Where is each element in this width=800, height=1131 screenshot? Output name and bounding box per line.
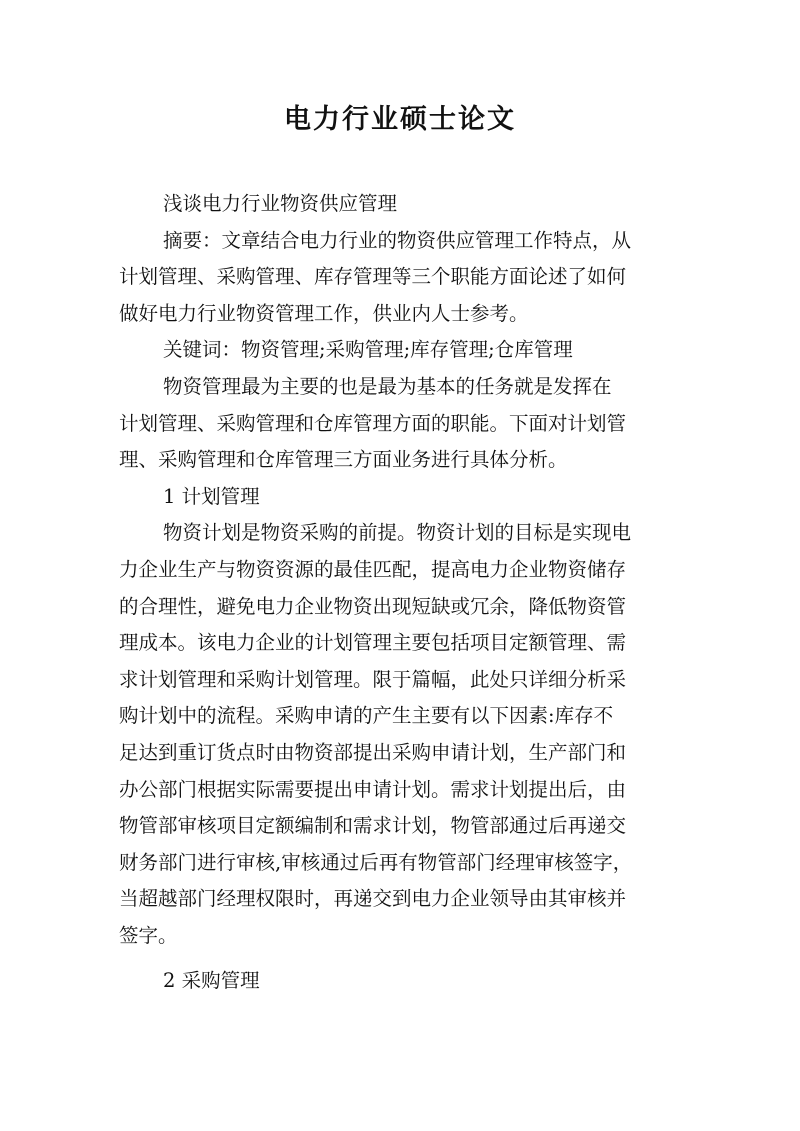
paragraph-line: 购计划中的流程。采购申请的产生主要有以下因素:库存不 — [119, 704, 614, 728]
paragraph-line: 力企业生产与物资资源的最佳匹配，提高电力企业物资储存 — [119, 557, 627, 581]
paragraph-line: 签字。 — [119, 923, 178, 947]
abstract-line: 做好电力行业物资管理工作，供业内人士参考。 — [119, 301, 529, 325]
abstract-line: 计划管理、采购管理、库存管理等三个职能方面论述了如何 — [119, 265, 627, 289]
paragraph-line: 理、采购管理和仓库管理三方面业务进行具体分析。 — [119, 448, 568, 472]
section-heading: 1 计划管理 — [163, 484, 260, 508]
paragraph-line: 足达到重订货点时由物资部提出采购申请计划，生产部门和 — [119, 740, 627, 764]
paragraph-line: 当超越部门经理权限时，再递交到电力企业领导由其审核并 — [119, 887, 627, 911]
paragraph-line: 求计划管理和采购计划管理。限于篇幅，此处只详细分析采 — [119, 667, 627, 691]
document-title: 电力行业硕士论文 — [284, 104, 516, 135]
paragraph-line: 计划管理、采购管理和仓库管理方面的职能。下面对计划管 — [119, 411, 627, 435]
section-heading: 2 采购管理 — [163, 969, 260, 993]
paragraph-line: 物管部审核项目定额编制和需求计划，物管部通过后再递交 — [119, 814, 627, 838]
paragraph-line: 办公部门根据实际需要提出申请计划。需求计划提出后，由 — [119, 777, 627, 801]
article-title: 浅谈电力行业物资供应管理 — [163, 192, 398, 215]
paragraph-line: 物资计划是物资采购的前提。物资计划的目标是实现电 — [163, 521, 632, 545]
paragraph-line: 的合理性，避免电力企业物资出现短缺或冗余，降低物资管 — [119, 594, 627, 618]
section-spacer — [119, 954, 689, 963]
paragraph-line: 物资管理最为主要的也是最为基本的任务就是发挥在 — [163, 374, 612, 398]
document-body — [119, 186, 689, 1000]
keywords-line: 关键词：物资管理;采购管理;库存管理;仓库管理 — [163, 338, 573, 362]
abstract-line: 摘要：文章结合电力行业的物资供应管理工作特点，从 — [163, 228, 632, 252]
paragraph-line: 理成本。该电力企业的计划管理主要包括项目定额管理、需 — [119, 631, 627, 655]
paragraph-line: 财务部门进行审核,审核通过后再有物管部门经理审核签字， — [119, 850, 633, 874]
